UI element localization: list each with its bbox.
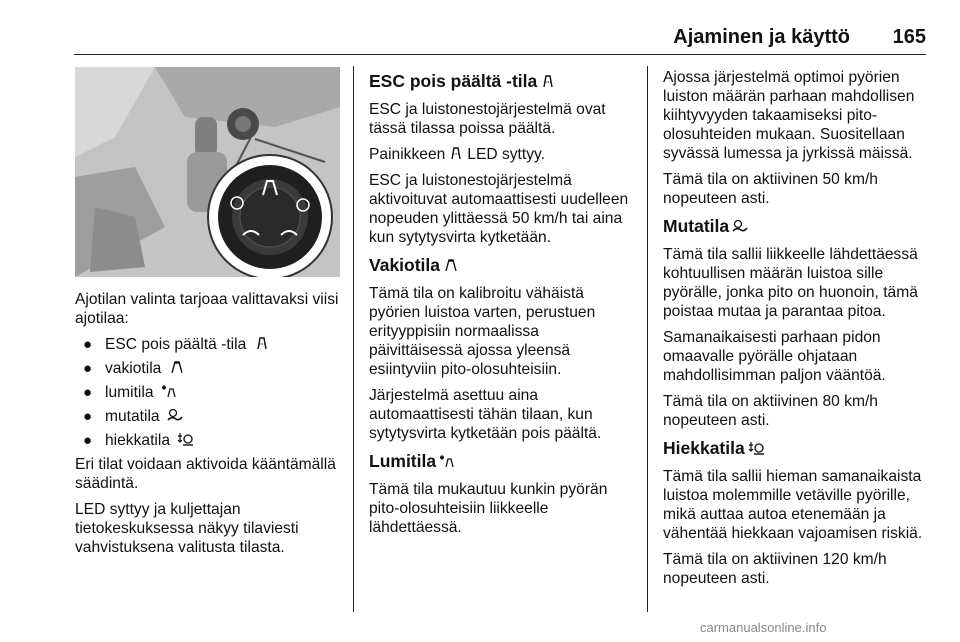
road-icon: [169, 360, 185, 374]
list-item: ● lumitila: [75, 383, 343, 402]
esc-off-icon: [448, 146, 464, 160]
column-2: [369, 68, 631, 544]
mud-icon: [732, 219, 748, 233]
paragraph: Tämä tila on kalibroitu vähäistä pyörien luistoa varten, perustuen erityyppisiin normaalissa päivittäisessä ajossa yleensä esiintyviin pito-olosuhteisiin.: [369, 285, 596, 378]
sand-icon: [748, 441, 764, 455]
watermark: carmanualsonline.info: [700, 620, 827, 635]
section-heading-sand: Hiekkatila: [663, 437, 931, 459]
list-item: ● vakiotila: [75, 359, 343, 378]
paragraph: Samanaikaisesti parhaan pidon omaavalle pyörälle ohjataan mahdollisimman paljon vääntöä.: [663, 329, 886, 384]
paragraph: Tämä tila on aktiivinen 80 km/h nopeuteen asti.: [663, 393, 878, 429]
bullet: ●: [83, 360, 93, 377]
column-divider-right: [647, 66, 648, 612]
snow-icon: [161, 384, 177, 398]
esc-off-icon: [540, 74, 556, 88]
drive-mode-selector-photo: [75, 67, 340, 277]
road-icon: [443, 258, 459, 272]
list-item: ● ESC pois päältä -tila: [75, 335, 343, 354]
paragraph: Eri tilat voidaan aktivoida kääntämällä säädintä.: [75, 456, 336, 492]
paragraph: ESC ja luistonestojärjestelmä ovat tässä tilassa poissa päältä.: [369, 101, 606, 137]
snow-icon: [439, 454, 455, 468]
bullet: ●: [83, 432, 93, 449]
page-number: 165: [892, 26, 926, 48]
column-divider-left: [353, 66, 354, 612]
paragraph: Tämä tila mukautuu kunkin pyörän pito-olosuhteisiin liikkeelle lähdettäessä.: [369, 481, 608, 536]
page-header-title: Ajaminen ja käyttö: [673, 26, 850, 48]
bullet: ●: [83, 384, 93, 401]
section-heading-mud: Mutatila: [663, 215, 931, 237]
bullet: ●: [83, 336, 93, 353]
paragraph: Tämä tila sallii hieman samanaikaista luistoa molemmille vetäville pyörille, mikä auttaa autoa etenemään ja vähentää hiekkaan vajoamisen riskiä.: [663, 468, 923, 542]
list-item: ● mutatila: [75, 407, 343, 426]
paragraph: Järjestelmä asettuu aina automaattisesti tähän tilaan, kun sytytysvirta kytketään pois päältä.: [369, 387, 602, 442]
section-heading-esc-off: ESC pois päältä -tila: [369, 70, 631, 92]
section-heading-normal: Vakiotila: [369, 254, 631, 276]
esc-off-icon: [254, 336, 270, 350]
mud-icon: [167, 408, 183, 422]
header-rule: [74, 54, 926, 55]
paragraph: LED syttyy ja kuljettajan tietokeskuksessa näkyy tilaviesti vahvistuksena valitusta tilasta.: [75, 501, 299, 556]
intro-paragraph: Ajotilan valinta tarjoaa valittavaksi viisi ajotilaa:: [75, 291, 339, 327]
paragraph: Tämä tila on aktiivinen 120 km/h nopeuteen asti.: [663, 551, 887, 587]
column-3: [663, 68, 931, 595]
list-item: ● hiekkatila: [75, 431, 343, 450]
sand-icon: [177, 432, 193, 446]
paragraph: Tämä tila sallii liikkeelle lähdettäessä kohtuullisen määrän luistoa sille pyörälle, jonka pito on huonoin, tämä poistaa mutaa ja parantaa pitoa.: [663, 246, 918, 320]
section-heading-snow: Lumitila: [369, 450, 631, 472]
bullet: ●: [83, 408, 93, 425]
paragraph: Tämä tila on aktiivinen 50 km/h nopeuteen asti.: [663, 171, 878, 207]
paragraph: ESC ja luistonestojärjestelmä aktivoituvat automaattisesti uudelleen nopeuden ylittäessä 50 km/h tai aina kun sytytysvirta kytketään.: [369, 172, 629, 246]
column-1: [75, 290, 343, 564]
paragraph: Painikkeen LED syttyy.: [369, 146, 545, 163]
paragraph: Ajossa järjestelmä optimoi pyörien luiston määrän parhaan mahdollisen kiihtyvyyden takaamiseksi pito-olosuhteiden mukaan. Suositellaan syvässä lumessa ja jyrkissä mäissä.: [663, 69, 915, 162]
